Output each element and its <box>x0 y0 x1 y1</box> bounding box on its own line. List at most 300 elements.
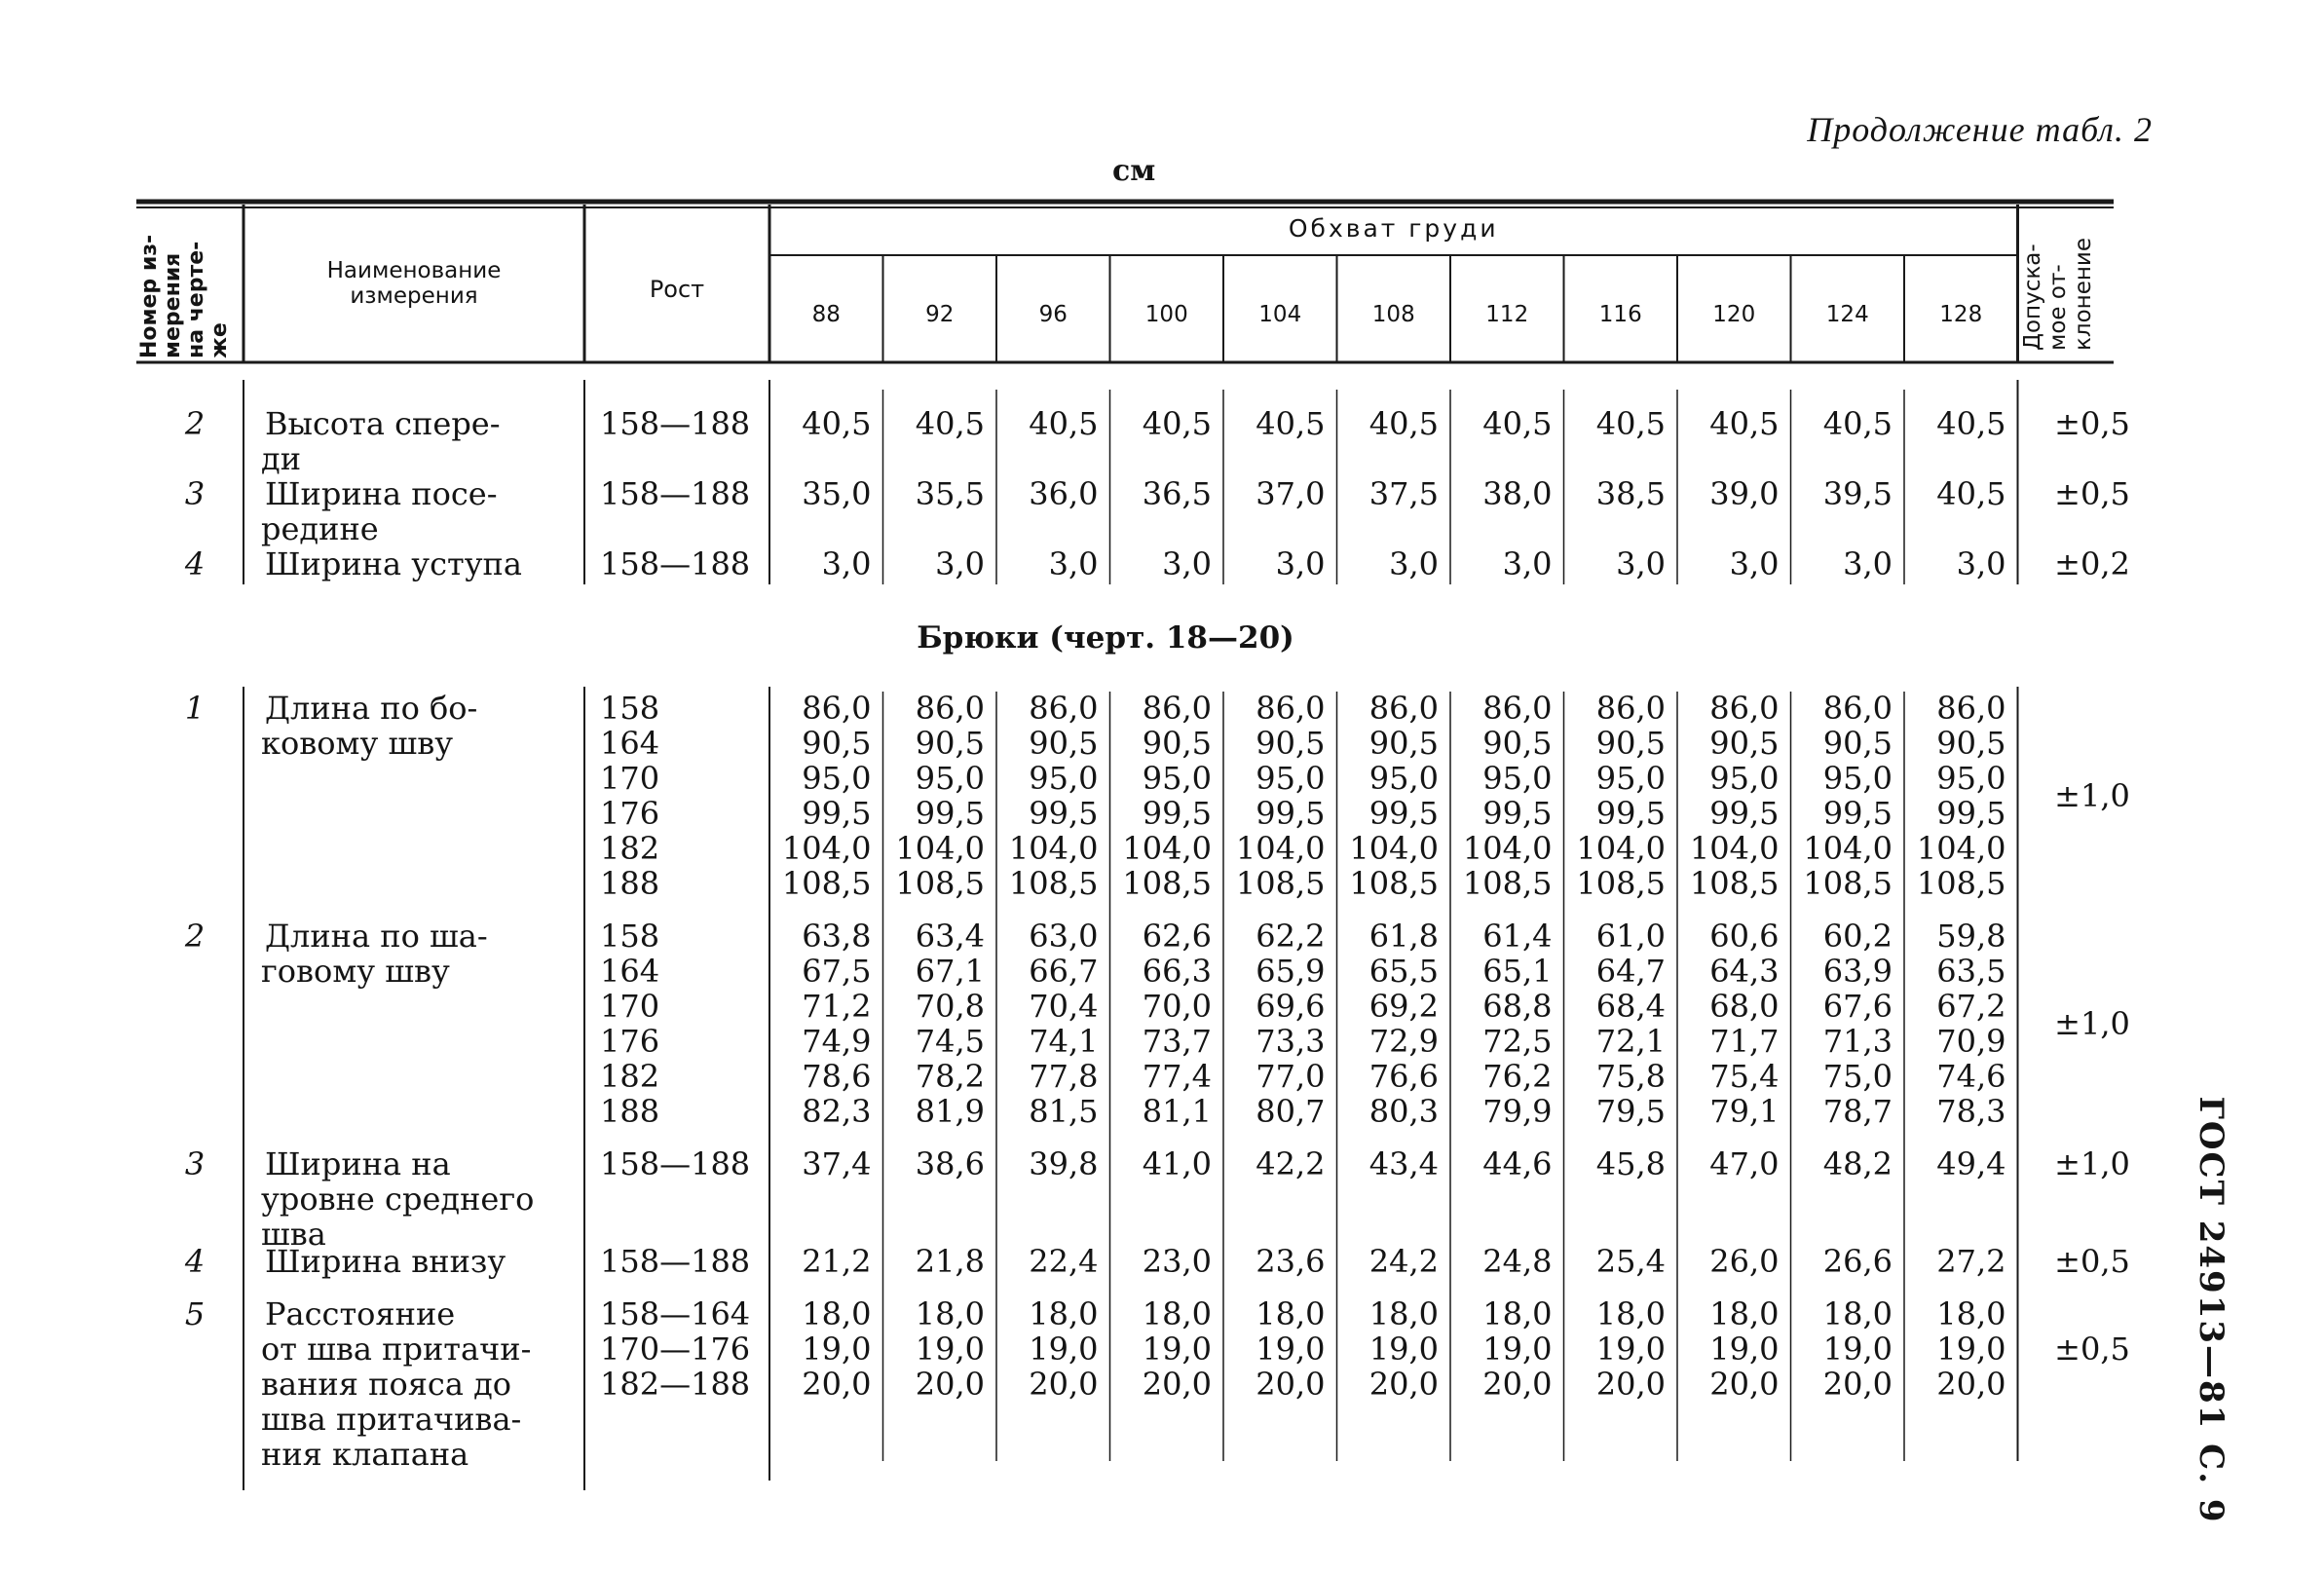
row-height-value: 158—188 <box>600 405 751 442</box>
table-cell-value: 19,0 <box>802 1331 872 1368</box>
table-cell-value: 26,0 <box>1709 1243 1780 1280</box>
table-cell-value: 20,0 <box>915 1366 985 1403</box>
table-cell-value: 18,0 <box>915 1295 985 1332</box>
table-cell-value: 99,5 <box>1482 795 1553 832</box>
table-cell-value: 99,5 <box>1595 795 1666 832</box>
table-cell-value: 19,0 <box>1368 1331 1439 1368</box>
row-name-line: шва <box>261 1216 326 1253</box>
table-cell-value: 19,0 <box>1709 1331 1780 1368</box>
col-number-header-line: Номер из- <box>137 234 162 358</box>
table-cell-value: 68,4 <box>1595 988 1666 1025</box>
table-cell-value: 72,5 <box>1482 1023 1553 1060</box>
table-cell-value: 64,7 <box>1595 953 1666 990</box>
table-cell-value: 20,0 <box>1029 1366 1099 1403</box>
table-cell-value: 44,6 <box>1482 1145 1553 1182</box>
table-cell-value: 3,0 <box>1048 545 1099 582</box>
table-cell-value: 90,5 <box>1029 725 1099 762</box>
table-cell-value: 20,0 <box>1368 1366 1439 1403</box>
table-cell-value: 95,0 <box>1029 760 1099 797</box>
chest-size-label: 112 <box>1485 302 1529 327</box>
row-name-line: вания пояса до <box>261 1366 512 1403</box>
chest-size-label: 88 <box>811 302 841 327</box>
table-cell-value: 65,9 <box>1256 953 1326 990</box>
table-cell-value: 90,5 <box>915 725 985 762</box>
table-cell-value: 18,0 <box>1142 1295 1212 1332</box>
row-height-value: 158—164 <box>600 1295 751 1332</box>
table-cell-value: 20,0 <box>1142 1366 1212 1403</box>
table-cell-value: 104,0 <box>1689 830 1780 867</box>
table-cell-value: 3,0 <box>1502 545 1553 582</box>
table-cell-value: 104,0 <box>1008 830 1099 867</box>
table-cell-value: 99,5 <box>1256 795 1326 832</box>
table-cell-value: 108,5 <box>1349 865 1439 902</box>
table-cell-value: 19,0 <box>1256 1331 1326 1368</box>
table-cell-value: 108,5 <box>781 865 872 902</box>
table-cell-value: 74,6 <box>1936 1058 2006 1095</box>
table-cell-value: 23,0 <box>1142 1243 1212 1280</box>
row-number: 4 <box>184 545 206 582</box>
table-cell-value: 65,1 <box>1482 953 1553 990</box>
table-cell-value: 86,0 <box>1595 690 1666 727</box>
row-number: 5 <box>184 1295 206 1332</box>
table-cell-value: 63,5 <box>1936 953 2006 990</box>
table-cell-value: 86,0 <box>1822 690 1893 727</box>
table-cell-value: 68,0 <box>1709 988 1780 1025</box>
table-cell-value: 90,5 <box>1709 725 1780 762</box>
row-height-value: 170—176 <box>600 1331 751 1368</box>
col-number-header-line: мерения <box>161 252 185 358</box>
table-cell-value: 71,7 <box>1709 1023 1780 1060</box>
table-cell-value: 63,9 <box>1822 953 1893 990</box>
table-cell-value: 77,8 <box>1029 1058 1099 1095</box>
table-cell-value: 108,5 <box>1916 865 2006 902</box>
table-cell-value: 78,3 <box>1936 1093 2006 1130</box>
table-cell-value: 72,1 <box>1595 1023 1666 1060</box>
table-cell-value: 40,5 <box>1029 405 1099 442</box>
table-cell-value: 86,0 <box>1482 690 1553 727</box>
table-cell-value: 18,0 <box>1822 1295 1893 1332</box>
table-cell-value: 69,6 <box>1256 988 1326 1025</box>
row-height-value: 158—188 <box>600 475 751 512</box>
table-cell-value: 19,0 <box>1482 1331 1553 1368</box>
table-cell-value: 3,0 <box>1162 545 1212 582</box>
row-height-value: 182—188 <box>600 1366 751 1403</box>
table-cell-value: 108,5 <box>1008 865 1099 902</box>
table-cell-value: 76,2 <box>1482 1058 1553 1095</box>
row-name-line: Ширина на <box>265 1145 451 1182</box>
chest-size-label: 92 <box>925 302 955 327</box>
row-name-line: Расстояние <box>265 1295 456 1332</box>
table-cell-value: 95,0 <box>915 760 985 797</box>
table-cell-value: 20,0 <box>1595 1366 1666 1403</box>
chest-size-label: 124 <box>1825 302 1869 327</box>
col-number-header-line: же <box>207 322 232 358</box>
table-cell-value: 95,0 <box>1142 760 1212 797</box>
table-cell-value: 40,5 <box>1482 405 1553 442</box>
col-chest-header: Обхват груди <box>1288 214 1499 243</box>
table-cell-value: 108,5 <box>1235 865 1326 902</box>
table-cell-value: 90,5 <box>1936 725 2006 762</box>
row-height-value: 158—188 <box>600 1243 751 1280</box>
table-cell-value: 37,5 <box>1368 475 1439 512</box>
table-cell-value: 81,1 <box>1142 1093 1212 1130</box>
row-name-line: говому шву <box>261 953 450 990</box>
table-cell-value: 108,5 <box>895 865 985 902</box>
table-cell-value: 95,0 <box>1368 760 1439 797</box>
table-cell-value: 39,5 <box>1822 475 1893 512</box>
table-cell-value: 75,0 <box>1822 1058 1893 1095</box>
row-number: 2 <box>184 405 206 442</box>
table-cell-value: 19,0 <box>1822 1331 1893 1368</box>
row-height-value: 158 <box>600 918 660 955</box>
table-cell-value: 99,5 <box>1368 795 1439 832</box>
row-name-line: Высота спере- <box>265 405 501 442</box>
table-cell-value: 40,5 <box>1142 405 1212 442</box>
chest-size-label: 108 <box>1371 302 1415 327</box>
row-height-value: 158 <box>600 690 660 727</box>
table-cell-value: 40,5 <box>1936 405 2006 442</box>
table-cell-value: 18,0 <box>1256 1295 1326 1332</box>
row-number: 3 <box>184 1145 206 1182</box>
table-cell-value: 19,0 <box>1595 1331 1666 1368</box>
table-cell-value: 104,0 <box>1576 830 1666 867</box>
table-cell-value: 74,9 <box>802 1023 872 1060</box>
chest-size-label: 104 <box>1258 302 1302 327</box>
table-cell-value: 86,0 <box>1936 690 2006 727</box>
table-cell-value: 90,5 <box>1142 725 1212 762</box>
table-cell-value: 104,0 <box>1462 830 1553 867</box>
table-cell-value: 41,0 <box>1142 1145 1212 1182</box>
table-cell-value: 95,0 <box>802 760 872 797</box>
table-cell-value: 90,5 <box>1822 725 1893 762</box>
row-height-value: 176 <box>600 795 660 832</box>
table-cell-value: 38,6 <box>915 1145 985 1182</box>
table-cell-value: 71,2 <box>802 988 872 1025</box>
table-cell-value: 90,5 <box>1256 725 1326 762</box>
table-cell-value: 79,1 <box>1709 1093 1780 1130</box>
table-cell-value: 59,8 <box>1936 918 2006 955</box>
row-height-value: 188 <box>600 865 660 902</box>
table-cell-value: 63,0 <box>1029 918 1099 955</box>
table-cell-value: 38,0 <box>1482 475 1553 512</box>
section-title: Брюки (черт. 18—20) <box>917 620 1294 656</box>
unit-label: см <box>1112 154 1156 188</box>
table-cell-value: 40,5 <box>1936 475 2006 512</box>
chest-size-label: 116 <box>1598 302 1642 327</box>
table-cell-value: 42,2 <box>1256 1145 1326 1182</box>
table-cell-value: 3,0 <box>821 545 872 582</box>
table-cell-value: 81,9 <box>915 1093 985 1130</box>
table-cell-value: 77,0 <box>1256 1058 1326 1095</box>
table-cell-value: 19,0 <box>1029 1331 1099 1368</box>
table-cell-value: 3,0 <box>1275 545 1326 582</box>
row-name-line: шва притачива- <box>261 1401 522 1438</box>
col-tolerance-header-line: мое от- <box>2045 264 2071 351</box>
table-cell-value: 3,0 <box>1843 545 1893 582</box>
chest-size-label: 96 <box>1038 302 1068 327</box>
table-cell-value: 35,0 <box>802 475 872 512</box>
table-cell-value: 108,5 <box>1122 865 1212 902</box>
chest-size-label: 100 <box>1144 302 1188 327</box>
table-cell-value: 67,6 <box>1822 988 1893 1025</box>
row-name-line: уровне среднего <box>261 1181 535 1218</box>
table-cell-value: 80,7 <box>1256 1093 1326 1130</box>
table-cell-value: 75,8 <box>1595 1058 1666 1095</box>
table-cell-value: 78,7 <box>1822 1093 1893 1130</box>
table-cell-value: 18,0 <box>1368 1295 1439 1332</box>
table-cell-value: 67,2 <box>1936 988 2006 1025</box>
row-tolerance: ±0,5 <box>2054 405 2130 442</box>
table-cell-value: 26,6 <box>1822 1243 1893 1280</box>
table-cell-value: 71,3 <box>1822 1023 1893 1060</box>
table-cell-value: 3,0 <box>1956 545 2006 582</box>
table-cell-value: 45,8 <box>1595 1145 1666 1182</box>
table-cell-value: 40,5 <box>1256 405 1326 442</box>
table-cell-value: 40,5 <box>1822 405 1893 442</box>
row-number: 1 <box>184 690 206 727</box>
row-tolerance: ±0,2 <box>2054 545 2130 582</box>
table-cell-value: 86,0 <box>802 690 872 727</box>
row-height-value: 164 <box>600 953 660 990</box>
table-continuation-caption: Продолжение табл. 2 <box>1807 110 2153 149</box>
table-cell-value: 19,0 <box>1142 1331 1212 1368</box>
table-cell-value: 99,5 <box>1936 795 2006 832</box>
col-tolerance-header-line: клонение <box>2071 238 2096 351</box>
table-cell-value: 18,0 <box>802 1295 872 1332</box>
table-cell-value: 104,0 <box>1803 830 1893 867</box>
table-cell-value: 40,5 <box>802 405 872 442</box>
row-tolerance: ±0,5 <box>2054 1331 2130 1368</box>
row-height-value: 158—188 <box>600 1145 751 1182</box>
table-cell-value: 23,6 <box>1256 1243 1326 1280</box>
table-cell-value: 95,0 <box>1936 760 2006 797</box>
table-cell-value: 69,2 <box>1368 988 1439 1025</box>
table-cell-value: 40,5 <box>915 405 985 442</box>
table-cell-value: 104,0 <box>1349 830 1439 867</box>
table-cell-value: 108,5 <box>1576 865 1666 902</box>
table-cell-value: 77,4 <box>1142 1058 1212 1095</box>
table-cell-value: 66,7 <box>1029 953 1099 990</box>
row-name-line: ковому шву <box>261 725 454 762</box>
table-cell-value: 95,0 <box>1256 760 1326 797</box>
row-height-value: 176 <box>600 1023 660 1060</box>
table-cell-value: 20,0 <box>1822 1366 1893 1403</box>
table-cell-value: 67,5 <box>802 953 872 990</box>
table-cell-value: 61,4 <box>1482 918 1553 955</box>
row-name-line: Ширина внизу <box>265 1243 506 1280</box>
row-height-value: 170 <box>600 760 660 797</box>
table-cell-value: 95,0 <box>1822 760 1893 797</box>
table-cell-value: 36,0 <box>1029 475 1099 512</box>
table-cell-value: 35,5 <box>915 475 985 512</box>
table-cell-value: 64,3 <box>1709 953 1780 990</box>
table-cell-value: 86,0 <box>1142 690 1212 727</box>
row-height-value: 182 <box>600 1058 660 1095</box>
table-cell-value: 3,0 <box>1616 545 1666 582</box>
table-cell-value: 60,6 <box>1709 918 1780 955</box>
row-tolerance: ±1,0 <box>2054 1005 2130 1042</box>
table-cell-value: 99,5 <box>1142 795 1212 832</box>
table-cell-value: 90,5 <box>1482 725 1553 762</box>
row-name-line: ния клапана <box>261 1436 469 1473</box>
table-cell-value: 74,5 <box>915 1023 985 1060</box>
table-cell-value: 86,0 <box>1368 690 1439 727</box>
table-cell-value: 104,0 <box>1916 830 2006 867</box>
row-name-line: Ширина уступа <box>265 545 522 582</box>
table-cell-value: 73,3 <box>1256 1023 1326 1060</box>
table-cell-value: 20,0 <box>802 1366 872 1403</box>
row-name-line: редине <box>261 510 379 547</box>
row-height-value: 170 <box>600 988 660 1025</box>
row-height-value: 158—188 <box>600 545 751 582</box>
row-name-line: Длина по ша- <box>265 918 488 955</box>
row-number: 2 <box>184 918 206 955</box>
table-cell-value: 37,4 <box>802 1145 872 1182</box>
table-cell-value: 70,4 <box>1029 988 1099 1025</box>
table-cell-value: 86,0 <box>1256 690 1326 727</box>
table-cell-value: 36,5 <box>1142 475 1212 512</box>
table-cell-value: 3,0 <box>935 545 985 582</box>
table-cell-value: 72,9 <box>1368 1023 1439 1060</box>
table-cell-value: 18,0 <box>1936 1295 2006 1332</box>
table-cell-value: 90,5 <box>1595 725 1666 762</box>
table-cell-value: 21,2 <box>802 1243 872 1280</box>
table-cell-value: 74,1 <box>1029 1023 1099 1060</box>
table-cell-value: 19,0 <box>915 1331 985 1368</box>
table-cell-value: 86,0 <box>915 690 985 727</box>
table-cell-value: 48,2 <box>1822 1145 1893 1182</box>
table-cell-value: 39,8 <box>1029 1145 1099 1182</box>
table-cell-value: 104,0 <box>1235 830 1326 867</box>
table-cell-value: 24,8 <box>1482 1243 1553 1280</box>
table-cell-value: 25,4 <box>1595 1243 1666 1280</box>
table-cell-value: 61,0 <box>1595 918 1666 955</box>
table-cell-value: 108,5 <box>1462 865 1553 902</box>
table-cell-value: 20,0 <box>1256 1366 1326 1403</box>
chest-size-label: 128 <box>1939 302 1983 327</box>
table-cell-value: 62,2 <box>1256 918 1326 955</box>
row-number: 4 <box>184 1243 206 1280</box>
table-cell-value: 39,0 <box>1709 475 1780 512</box>
table-cell-value: 104,0 <box>895 830 985 867</box>
table-cell-value: 78,2 <box>915 1058 985 1095</box>
row-name-line: ди <box>261 440 302 477</box>
col-tolerance-header-line: Допуска- <box>2020 244 2045 351</box>
table-cell-value: 21,8 <box>915 1243 985 1280</box>
table-cell-value: 40,5 <box>1709 405 1780 442</box>
row-name-line: от шва притачи- <box>261 1331 532 1368</box>
row-name-line: Длина по бо- <box>265 690 478 727</box>
table-cell-value: 49,4 <box>1936 1145 2006 1182</box>
table-cell-value: 65,5 <box>1368 953 1439 990</box>
table-cell-value: 3,0 <box>1729 545 1780 582</box>
table-cell-value: 108,5 <box>1689 865 1780 902</box>
col-number-header-line: на черте- <box>184 241 208 358</box>
table-cell-value: 60,2 <box>1822 918 1893 955</box>
table-cell-value: 104,0 <box>1122 830 1212 867</box>
table-cell-value: 95,0 <box>1482 760 1553 797</box>
table-cell-value: 99,5 <box>1709 795 1780 832</box>
table-cell-value: 66,3 <box>1142 953 1212 990</box>
row-tolerance: ±1,0 <box>2054 1145 2130 1182</box>
table-cell-value: 67,1 <box>915 953 985 990</box>
table-cell-value: 78,6 <box>802 1058 872 1095</box>
table-cell-value: 76,6 <box>1368 1058 1439 1095</box>
table-cell-value: 70,9 <box>1936 1023 2006 1060</box>
row-height-value: 188 <box>600 1093 660 1130</box>
table-cell-value: 90,5 <box>1368 725 1439 762</box>
table-cell-value: 99,5 <box>802 795 872 832</box>
table-cell-value: 81,5 <box>1029 1093 1099 1130</box>
table-cell-value: 99,5 <box>1029 795 1099 832</box>
table-cell-value: 108,5 <box>1803 865 1893 902</box>
table-cell-value: 73,7 <box>1142 1023 1212 1060</box>
table-cell-value: 20,0 <box>1482 1366 1553 1403</box>
table-cell-value: 63,4 <box>915 918 985 955</box>
table-cell-value: 38,5 <box>1595 475 1666 512</box>
table-cell-value: 20,0 <box>1709 1366 1780 1403</box>
table-cell-value: 37,0 <box>1256 475 1326 512</box>
table-cell-value: 18,0 <box>1709 1295 1780 1332</box>
row-tolerance: ±0,5 <box>2054 1243 2130 1280</box>
table-cell-value: 86,0 <box>1709 690 1780 727</box>
row-number: 3 <box>184 475 206 512</box>
row-name-line: Ширина посе- <box>265 475 498 512</box>
table-cell-value: 40,5 <box>1595 405 1666 442</box>
table-cell-value: 80,3 <box>1368 1093 1439 1130</box>
col-name-header-line: Наименование <box>326 258 502 283</box>
table-cell-value: 18,0 <box>1595 1295 1666 1332</box>
table-cell-value: 70,0 <box>1142 988 1212 1025</box>
table-cell-value: 99,5 <box>915 795 985 832</box>
table-cell-value: 22,4 <box>1029 1243 1099 1280</box>
table-cell-value: 27,2 <box>1936 1243 2006 1280</box>
table-cell-value: 70,8 <box>915 988 985 1025</box>
table-cell-value: 99,5 <box>1822 795 1893 832</box>
table-cell-value: 20,0 <box>1936 1366 2006 1403</box>
row-tolerance: ±0,5 <box>2054 475 2130 512</box>
table-cell-value: 82,3 <box>802 1093 872 1130</box>
table-cell-value: 104,0 <box>781 830 872 867</box>
table-cell-value: 63,8 <box>802 918 872 955</box>
table-cell-value: 86,0 <box>1029 690 1099 727</box>
table-cell-value: 62,6 <box>1142 918 1212 955</box>
table-cell-value: 79,9 <box>1482 1093 1553 1130</box>
col-height-header: Рост <box>649 276 705 303</box>
table-cell-value: 43,4 <box>1368 1145 1439 1182</box>
table-cell-value: 95,0 <box>1709 760 1780 797</box>
row-height-value: 182 <box>600 830 660 867</box>
table-cell-value: 79,5 <box>1595 1093 1666 1130</box>
table-cell-value: 47,0 <box>1709 1145 1780 1182</box>
table-cell-value: 90,5 <box>802 725 872 762</box>
table-cell-value: 18,0 <box>1482 1295 1553 1332</box>
table-cell-value: 24,2 <box>1368 1243 1439 1280</box>
table-cell-value: 19,0 <box>1936 1331 2006 1368</box>
table-cell-value: 95,0 <box>1595 760 1666 797</box>
table-cell-value: 61,8 <box>1368 918 1439 955</box>
row-height-value: 164 <box>600 725 660 762</box>
table-cell-value: 18,0 <box>1029 1295 1099 1332</box>
table-cell-value: 75,4 <box>1709 1058 1780 1095</box>
table-cell-value: 68,8 <box>1482 988 1553 1025</box>
chest-size-label: 120 <box>1712 302 1756 327</box>
gost-page-text: ГОСТ 24913—81 С. 9 <box>2192 1096 2230 1524</box>
col-name-header-line: измерения <box>350 283 478 309</box>
table-cell-value: 3,0 <box>1389 545 1439 582</box>
row-tolerance: ±1,0 <box>2054 777 2130 814</box>
table-cell-value: 40,5 <box>1368 405 1439 442</box>
